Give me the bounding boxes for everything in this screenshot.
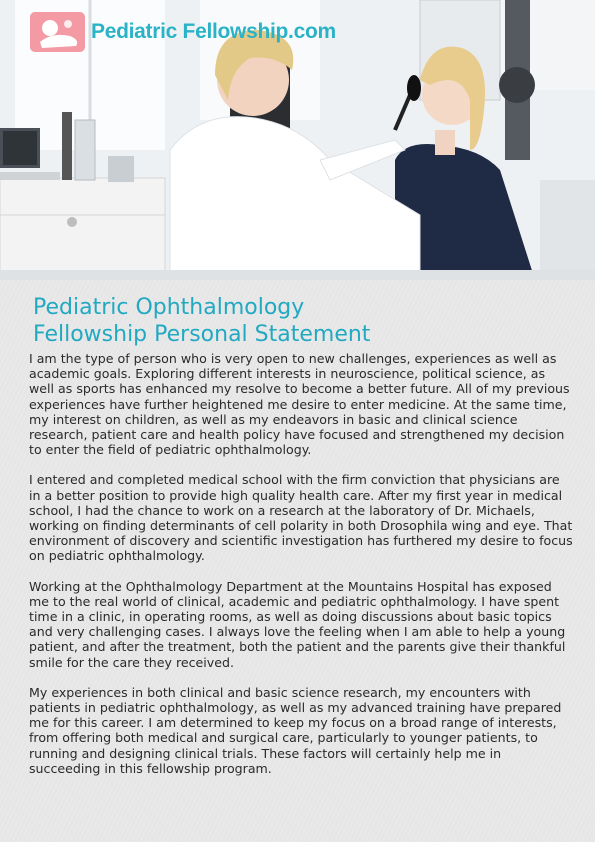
site-brand[interactable] bbox=[30, 12, 336, 52]
article bbox=[0, 280, 595, 842]
baby-logo-icon bbox=[30, 12, 85, 52]
statement-body bbox=[29, 351, 574, 791]
site-name: Pediatric Fellowship.com bbox=[91, 20, 336, 43]
paragraph-1: I am the type of person who is very open to new challenges, experiences as well as academic goals. Exploring different interests in neuroscience, political science, as well as sports has enhanced my resolve to become a better future. All of my previous experiences have further heightened me desire to enter medicine. At the same time, my interest on children, as well as my endeavors in basic and clinical science research, patient care and health policy have focused and strengthened my decision to enter the field of pediatric ophthalmology. bbox=[29, 351, 570, 458]
title-line-2: Fellowship Personal Statement bbox=[33, 322, 371, 347]
paragraph-4: My experiences in both clinical and basic science research, my encounters with patients in pediatric ophthalmology, as well as my advanced training have prepared me for this career. I am determined to keep my focus on a broad range of interests, from offering both medical and surgical care, particularly to younger patients, to running and designing clinical trials. These factors will certainly help me in succeeding in this fellowship program. bbox=[29, 684, 562, 776]
page-title bbox=[33, 294, 573, 348]
paragraph-2: I entered and completed medical school with the firm conviction that physicians are in a better position to provide high quality health care. After my first year in medical school, I had the chance to work on a research at the laboratory of Dr. Michaels, working on finding determinants of cell polarity in both Drosophila wing and eye. That environment of discovery and scientific investigation has furthered my desire to focus on pediatric ophthalmology. bbox=[29, 472, 573, 564]
hero-photo bbox=[0, 0, 595, 280]
paragraph-3: Working at the Ophthalmology Department at the Mountains Hospital has exposed me to the real world of clinical, academic and pediatric ophthalmology. I have spent time in a clinic, in operating rooms, as well as doing discussions about basic topics and very challenging cases. I always love the feeling when I am able to help a young patient, and after the treatment, both the patient and the parents give their thankful smile for the care they received. bbox=[29, 578, 566, 670]
title-line-1: Pediatric Ophthalmology bbox=[33, 295, 305, 320]
